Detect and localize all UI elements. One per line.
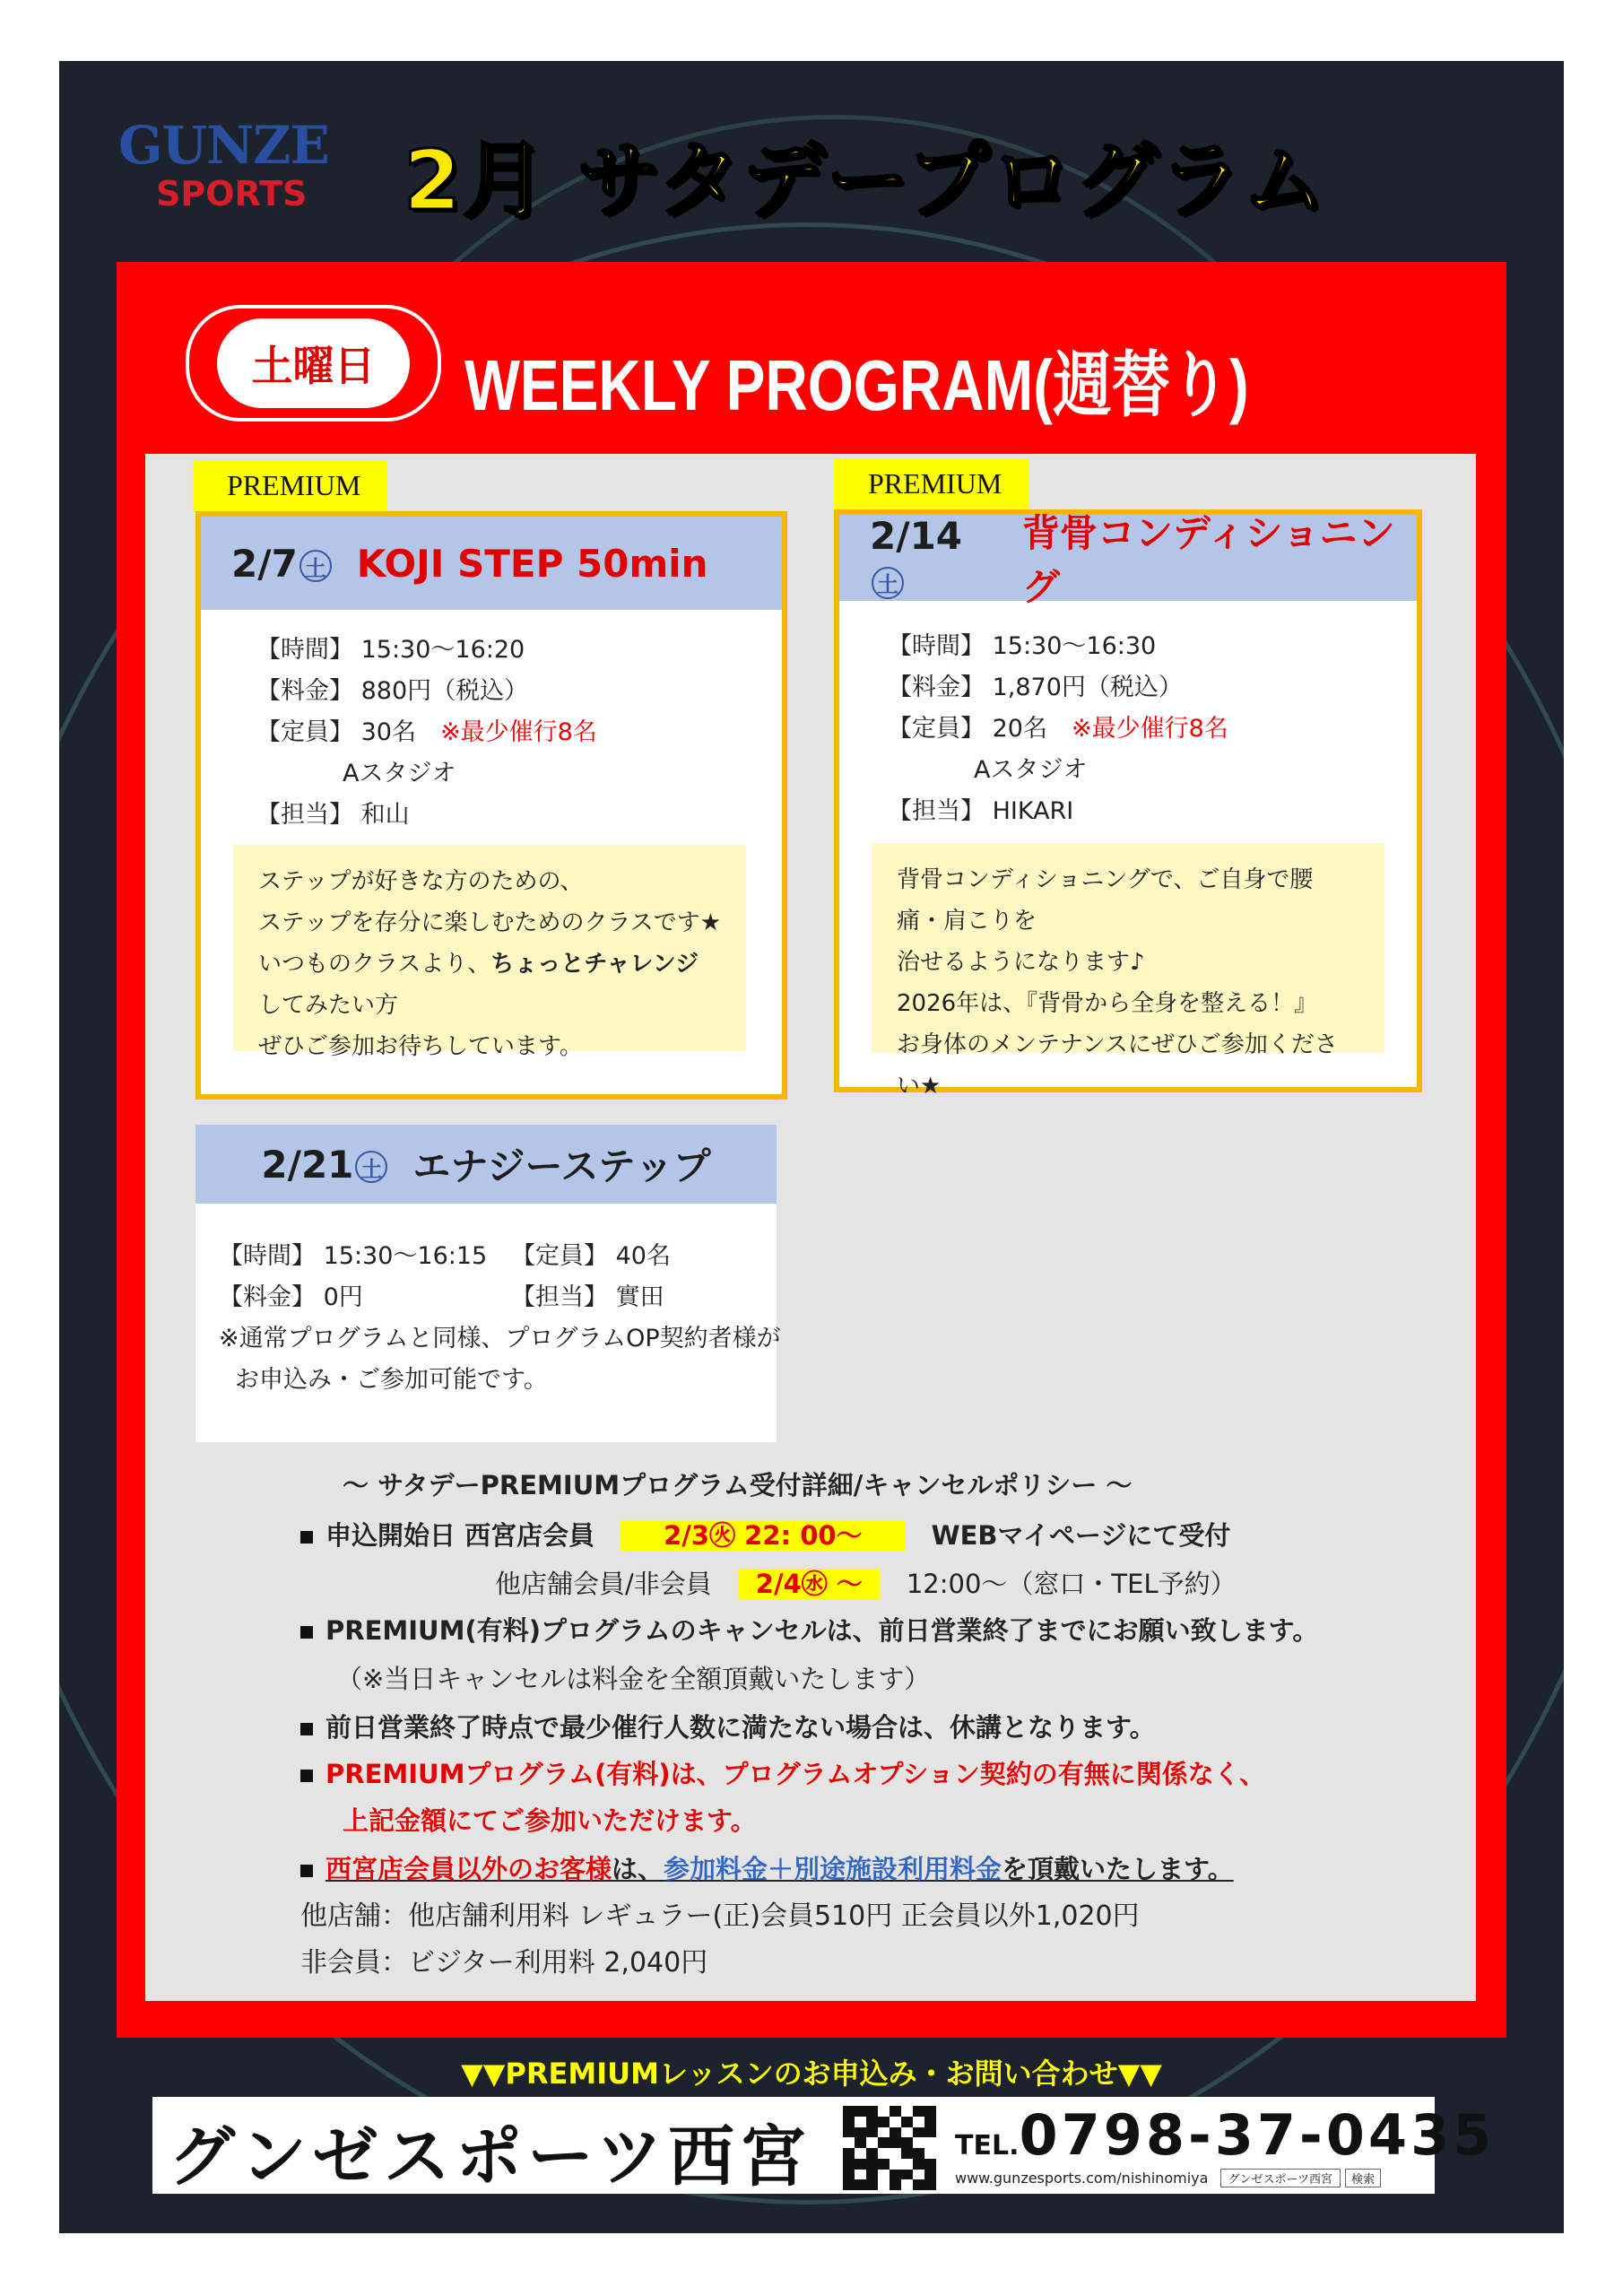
website-url[interactable]: www.gunzesports.com/nishinomiya グンゼスポーツ西宮 検索	[955, 2169, 1381, 2187]
program-name: エナジーステップ	[412, 1144, 711, 1188]
program-time: 【時間】 15:30〜16:30	[888, 632, 1157, 660]
policy-min-people: 前日営業終了時点で最少催行人数に満たない場合は、休講となります。	[300, 1704, 1466, 1752]
minimum-note: ※最少催行8名	[1071, 715, 1228, 743]
bullet-square-icon	[300, 1531, 313, 1544]
saturday-circle-icon: 土	[355, 1151, 387, 1183]
page-title: 2月 サタデープログラム	[404, 133, 1327, 229]
search-button[interactable]: 検索	[1345, 2169, 1381, 2187]
bullet-square-icon	[300, 1770, 313, 1782]
program-card-feb7	[195, 511, 787, 1100]
program-capacity: 【定員】 20名 ※最少催行8名	[888, 715, 1228, 743]
other-date-highlight: 2/4㊌ 〜	[738, 1569, 881, 1599]
policy-other-members: 他店舗会員/非会員 2/4㊌ 〜 12:00〜（窓口・TEL予約）	[495, 1569, 1237, 1599]
program-note: ※通常プログラムと同様、プログラムOP契約者様が	[219, 1325, 781, 1352]
program-name: 背骨コンディショニング	[1021, 511, 1395, 609]
card-header	[201, 517, 782, 610]
program-studio: Aスタジオ	[343, 760, 456, 787]
program-fee: 【料金】 880円（税込）	[256, 677, 529, 705]
bullet-square-icon	[300, 1865, 313, 1877]
logo-text: GUNZE	[118, 115, 329, 176]
program-capacity: 【定員】 30名 ※最少催行8名	[256, 718, 597, 746]
policy-heading: 〜 サタデーPREMIUMプログラム受付詳細/キャンセルポリシー 〜	[343, 1470, 1133, 1500]
card-date: 2/21 土	[261, 1143, 387, 1187]
card-date: 2/7 土	[231, 542, 332, 586]
program-instructor: 【担当】 HIKARI	[888, 797, 1074, 825]
program-description: 背骨コンディショニングで、ご自身で腰痛・肩こりを 治せるようになります♪ 2026年は、『背骨から全身を整える！』 お身体のメンテナンスにぜひご参加ください★	[872, 843, 1384, 1053]
bullet-square-icon	[300, 1626, 313, 1639]
program-card-feb21	[195, 1125, 781, 1442]
phone-number[interactable]: TEL.0798-37-0435	[955, 2102, 1496, 2168]
start-date-highlight: 2/3㊋ 22: 00〜	[621, 1520, 905, 1551]
saturday-circle-icon: 土	[872, 567, 904, 599]
search-box[interactable]: グンゼスポーツ西宮	[1220, 2169, 1341, 2187]
policy-facility-fee: 西宮店会員以外のお客様は、参加料金＋別途施設利用料金を頂戴いたします。	[300, 1846, 1466, 1893]
policy-cancel-note: （※当日キャンセルは料金を全額頂戴いたします）	[336, 1664, 931, 1694]
logo-subtext: SPORTS	[156, 174, 308, 213]
shop-name: グンゼスポーツ西宮	[169, 2118, 812, 2196]
card-header	[839, 511, 1417, 609]
premium-badge: PREMIUM	[193, 460, 387, 510]
day-pill-label: 土曜日	[217, 318, 410, 408]
weekly-program-title: WEEKLY PROGRAM(週替り)	[464, 345, 1249, 425]
program-card-feb14	[834, 509, 1422, 1100]
program-studio: Aスタジオ	[974, 756, 1088, 784]
program-instructor: 【担当】 和山	[256, 801, 410, 829]
minimum-note: ※最少催行8名	[439, 718, 597, 746]
program-fee-instructor: 【料金】 0円 【担当】 實田	[219, 1283, 664, 1311]
contact-banner	[152, 2097, 1496, 2196]
policy-cancel: PREMIUM(有料)プログラムのキャンセルは、前日営業終了までにお願い致します。	[300, 1607, 1466, 1655]
saturday-circle-icon: 土	[299, 550, 332, 582]
bullet-square-icon	[300, 1723, 313, 1735]
program-time: 【時間】 15:30〜16:20	[256, 636, 525, 664]
policy-start-date: 申込開始日 西宮店会員 2/3㊋ 22: 00〜 WEBマイページにて受付	[300, 1512, 1466, 1560]
policy-premium-note: PREMIUMプログラム(有料)は、プログラムオプション契約の有無に関係なく、	[300, 1751, 1466, 1798]
other-store-fee: 他店舗：他店舗利用料 レギュラー(正)会員510円 正会員以外1,020円	[300, 1900, 1140, 1932]
card-date: 2/14土	[870, 514, 963, 597]
program-description: ステップが好きな方のための、 ステップを存分に楽しむためのクラスです★ いつものクラスより、ちょっとチャレンジしてみたい方 ぜひご参加お待ちしています。	[233, 845, 746, 1051]
day-pill	[186, 305, 441, 422]
program-time-capacity: 【時間】 15:30〜16:15 【定員】 40名	[219, 1242, 671, 1270]
contact-heading: ▼▼PREMIUMレッスンのお申込み・お問い合わせ▼▼	[461, 2057, 1162, 2091]
program-note: お申込み・ご参加可能です。	[235, 1366, 548, 1394]
qr-code-icon[interactable]	[843, 2106, 936, 2190]
program-name: KOJI STEP 50min	[356, 541, 708, 586]
premium-badge: PREMIUM	[834, 458, 1028, 509]
visitor-fee: 非会員：ビジター利用料 2,040円	[300, 1947, 708, 1979]
gunze-sports-logo	[118, 115, 329, 213]
policy-premium-note-2: 上記金額にてご参加いただけます。	[343, 1805, 757, 1836]
card-header	[195, 1125, 777, 1204]
program-fee: 【料金】 1,870円（税込）	[888, 674, 1183, 701]
